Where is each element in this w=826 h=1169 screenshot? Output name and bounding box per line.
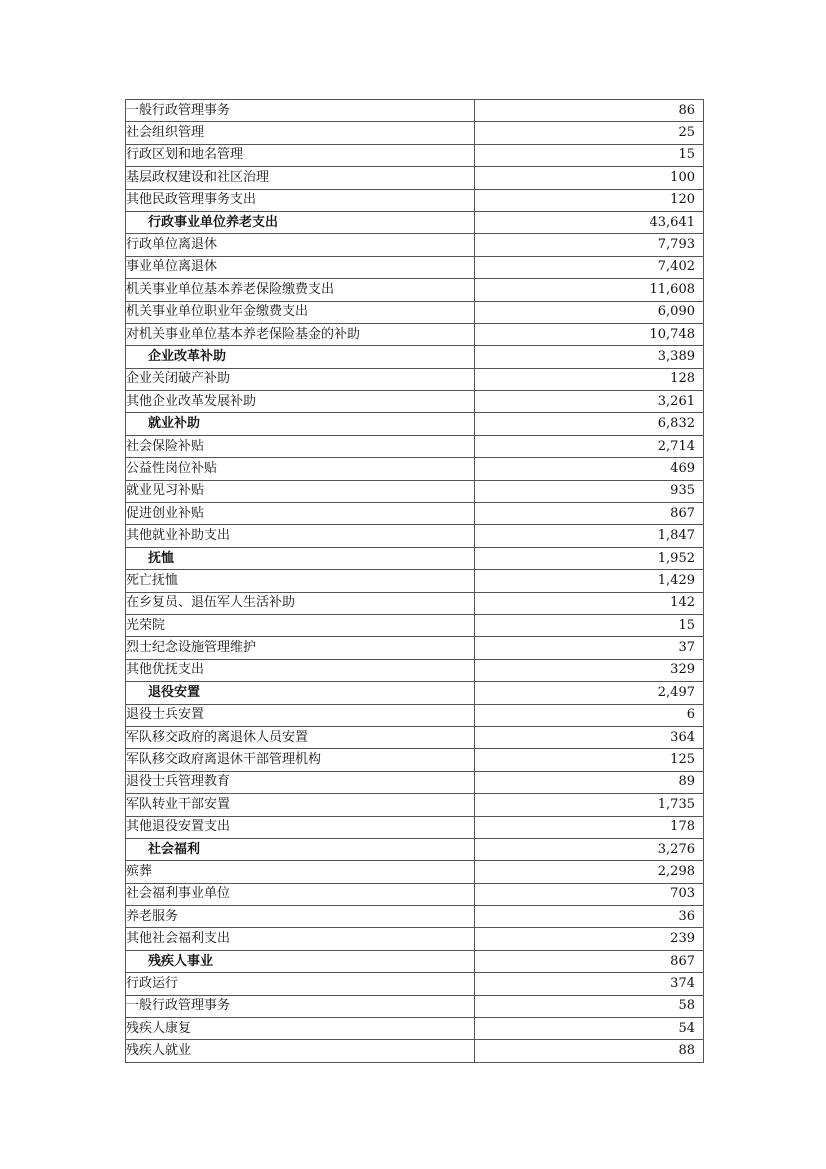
table-row [126, 122, 704, 144]
row-label: 一般行政管理事务 [126, 995, 475, 1017]
table-row [126, 1040, 704, 1062]
table-row [126, 256, 704, 278]
row-label: 退役安置 [126, 682, 475, 704]
table-row [126, 525, 704, 547]
table-row [126, 503, 704, 525]
row-amount: 469 [475, 458, 704, 480]
table-row [126, 301, 704, 323]
row-label: 在乡复员、退伍军人生活补助 [126, 592, 475, 614]
row-amount: 935 [475, 480, 704, 502]
row-label: 公益性岗位补贴 [126, 458, 475, 480]
row-amount: 329 [475, 659, 704, 681]
table-row [126, 234, 704, 256]
table-row [126, 749, 704, 771]
row-amount: 15 [475, 144, 704, 166]
table-row [126, 973, 704, 995]
row-amount: 100 [475, 167, 704, 189]
table-row [126, 704, 704, 726]
table-row [126, 995, 704, 1017]
category-row [126, 547, 704, 569]
row-label: 其他民政管理事务支出 [126, 189, 475, 211]
table-row [126, 771, 704, 793]
table-row [126, 167, 704, 189]
row-label: 其他退役安置支出 [126, 816, 475, 838]
row-amount: 6,090 [475, 301, 704, 323]
table-row [126, 458, 704, 480]
row-amount: 7,793 [475, 234, 704, 256]
table-row [126, 883, 704, 905]
row-label: 企业关闭破产补助 [126, 368, 475, 390]
budget-table [125, 99, 704, 1063]
row-amount: 43,641 [475, 211, 704, 233]
row-label: 机关事业单位基本养老保险缴费支出 [126, 279, 475, 301]
row-label: 社会保险补贴 [126, 435, 475, 457]
row-label: 养老服务 [126, 906, 475, 928]
row-amount: 37 [475, 637, 704, 659]
row-amount: 120 [475, 189, 704, 211]
row-label: 行政运行 [126, 973, 475, 995]
row-amount: 6,832 [475, 413, 704, 435]
table-row [126, 861, 704, 883]
row-amount: 25 [475, 122, 704, 144]
row-label: 行政单位离退休 [126, 234, 475, 256]
budget-table-body [126, 100, 704, 1063]
row-amount: 1,735 [475, 794, 704, 816]
row-amount: 867 [475, 950, 704, 972]
row-label: 行政事业单位养老支出 [126, 211, 475, 233]
row-label: 事业单位离退休 [126, 256, 475, 278]
row-amount: 2,298 [475, 861, 704, 883]
row-amount: 88 [475, 1040, 704, 1062]
row-amount: 10,748 [475, 323, 704, 345]
table-row [126, 323, 704, 345]
row-amount: 3,261 [475, 391, 704, 413]
row-label: 机关事业单位职业年金缴费支出 [126, 301, 475, 323]
row-amount: 54 [475, 1018, 704, 1040]
row-label: 社会组织管理 [126, 122, 475, 144]
row-label: 军队移交政府离退休干部管理机构 [126, 749, 475, 771]
table-row [126, 480, 704, 502]
row-label: 军队移交政府的离退休人员安置 [126, 726, 475, 748]
category-row [126, 346, 704, 368]
table-row [126, 614, 704, 636]
row-label: 退役士兵管理教育 [126, 771, 475, 793]
table-row [126, 659, 704, 681]
row-label: 残疾人康复 [126, 1018, 475, 1040]
row-amount: 703 [475, 883, 704, 905]
row-amount: 6 [475, 704, 704, 726]
row-amount: 11,608 [475, 279, 704, 301]
table-row [126, 906, 704, 928]
row-label: 其他优抚支出 [126, 659, 475, 681]
row-label: 社会福利 [126, 838, 475, 860]
row-label: 退役士兵安置 [126, 704, 475, 726]
row-label: 光荣院 [126, 614, 475, 636]
row-label: 死亡抚恤 [126, 570, 475, 592]
row-label: 就业见习补贴 [126, 480, 475, 502]
row-label: 抚恤 [126, 547, 475, 569]
table-row [126, 794, 704, 816]
row-label: 促进创业补贴 [126, 503, 475, 525]
table-row [126, 570, 704, 592]
row-label: 殡葬 [126, 861, 475, 883]
row-amount: 15 [475, 614, 704, 636]
table-row [126, 928, 704, 950]
row-label: 其他就业补助支出 [126, 525, 475, 547]
table-row [126, 100, 704, 122]
row-amount: 1,952 [475, 547, 704, 569]
row-amount: 867 [475, 503, 704, 525]
row-label: 军队转业干部安置 [126, 794, 475, 816]
row-amount: 178 [475, 816, 704, 838]
row-amount: 1,429 [475, 570, 704, 592]
row-amount: 125 [475, 749, 704, 771]
row-label: 企业改革补助 [126, 346, 475, 368]
row-label: 一般行政管理事务 [126, 100, 475, 122]
category-row [126, 211, 704, 233]
table-row [126, 1018, 704, 1040]
table-row [126, 592, 704, 614]
row-amount: 1,847 [475, 525, 704, 547]
row-label: 社会福利事业单位 [126, 883, 475, 905]
row-label: 基层政权建设和社区治理 [126, 167, 475, 189]
row-amount: 3,276 [475, 838, 704, 860]
category-row [126, 413, 704, 435]
row-amount: 2,497 [475, 682, 704, 704]
row-amount: 142 [475, 592, 704, 614]
table-row [126, 144, 704, 166]
category-row [126, 950, 704, 972]
row-amount: 36 [475, 906, 704, 928]
table-row [126, 368, 704, 390]
row-amount: 7,402 [475, 256, 704, 278]
row-label: 其他企业改革发展补助 [126, 391, 475, 413]
table-row [126, 637, 704, 659]
row-amount: 374 [475, 973, 704, 995]
row-label: 对机关事业单位基本养老保险基金的补助 [126, 323, 475, 345]
table-row [126, 435, 704, 457]
row-label: 烈士纪念设施管理维护 [126, 637, 475, 659]
row-amount: 239 [475, 928, 704, 950]
table-row [126, 391, 704, 413]
row-amount: 364 [475, 726, 704, 748]
row-amount: 86 [475, 100, 704, 122]
row-label: 行政区划和地名管理 [126, 144, 475, 166]
category-row [126, 682, 704, 704]
row-label: 残疾人就业 [126, 1040, 475, 1062]
row-label: 就业补助 [126, 413, 475, 435]
table-row [126, 279, 704, 301]
row-amount: 89 [475, 771, 704, 793]
row-amount: 128 [475, 368, 704, 390]
row-amount: 58 [475, 995, 704, 1017]
table-row [126, 816, 704, 838]
row-amount: 2,714 [475, 435, 704, 457]
table-row [126, 189, 704, 211]
category-row [126, 838, 704, 860]
row-label: 其他社会福利支出 [126, 928, 475, 950]
row-amount: 3,389 [475, 346, 704, 368]
row-label: 残疾人事业 [126, 950, 475, 972]
table-row [126, 726, 704, 748]
